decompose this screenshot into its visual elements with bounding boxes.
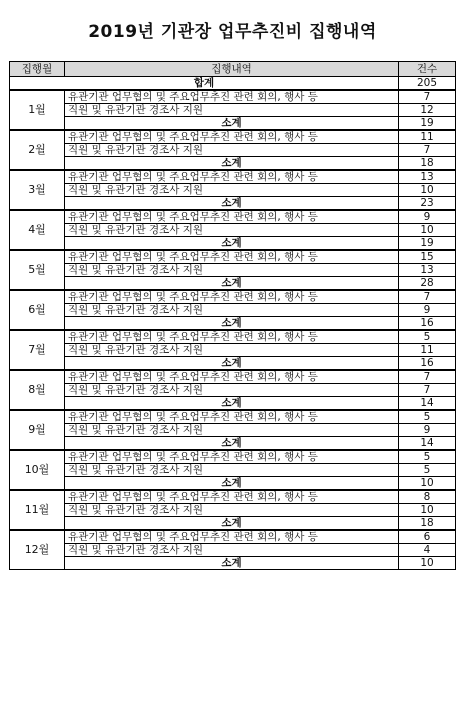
item-condolence-count: 4	[399, 544, 456, 557]
month-cell: 9월	[10, 410, 65, 450]
table-body	[10, 77, 456, 570]
subtotal-row	[10, 557, 456, 570]
table-row	[10, 104, 456, 117]
item-meeting-label: 유관기관 업무협의 및 주요업무추진 관련 회의, 행사 등	[65, 90, 399, 104]
item-condolence-count: 9	[399, 304, 456, 317]
subtotal-count: 28	[399, 277, 456, 291]
total-count: 205	[399, 77, 456, 91]
item-meeting-count: 6	[399, 530, 456, 544]
subtotal-label: 소계	[65, 317, 399, 331]
item-condolence-count: 10	[399, 504, 456, 517]
table-row	[10, 290, 456, 304]
item-condolence-count: 7	[399, 384, 456, 397]
item-meeting-count: 7	[399, 370, 456, 384]
month-cell: 8월	[10, 370, 65, 410]
total-label: 합계	[10, 77, 399, 91]
item-condolence-count: 12	[399, 104, 456, 117]
item-meeting-label: 유관기관 업무협의 및 주요업무추진 관련 회의, 행사 등	[65, 130, 399, 144]
subtotal-row	[10, 317, 456, 331]
table-row	[10, 330, 456, 344]
item-condolence-label: 직원 및 유관기관 경조사 지원	[65, 504, 399, 517]
item-condolence-count: 5	[399, 464, 456, 477]
table-row	[10, 544, 456, 557]
month-cell: 7월	[10, 330, 65, 370]
table-row	[10, 184, 456, 197]
table-row	[10, 210, 456, 224]
table-row	[10, 224, 456, 237]
subtotal-count: 19	[399, 237, 456, 251]
subtotal-row	[10, 237, 456, 251]
table-row	[10, 130, 456, 144]
item-condolence-label: 직원 및 유관기관 경조사 지원	[65, 224, 399, 237]
expense-table	[9, 61, 456, 570]
subtotal-count: 19	[399, 117, 456, 131]
subtotal-count: 18	[399, 157, 456, 171]
item-condolence-label: 직원 및 유관기관 경조사 지원	[65, 424, 399, 437]
table-row	[10, 424, 456, 437]
item-meeting-label: 유관기관 업무협의 및 주요업무추진 관련 회의, 행사 등	[65, 530, 399, 544]
subtotal-row	[10, 517, 456, 531]
subtotal-label: 소계	[65, 157, 399, 171]
table-row	[10, 490, 456, 504]
subtotal-label: 소계	[65, 477, 399, 491]
total-row	[10, 77, 456, 91]
item-meeting-label: 유관기관 업무협의 및 주요업무추진 관련 회의, 행사 등	[65, 370, 399, 384]
subtotal-count: 16	[399, 357, 456, 371]
item-meeting-label: 유관기관 업무협의 및 주요업무추진 관련 회의, 행사 등	[65, 330, 399, 344]
item-condolence-label: 직원 및 유관기관 경조사 지원	[65, 544, 399, 557]
subtotal-label: 소계	[65, 357, 399, 371]
subtotal-row	[10, 437, 456, 451]
item-condolence-count: 10	[399, 184, 456, 197]
item-meeting-count: 11	[399, 130, 456, 144]
month-cell: 4월	[10, 210, 65, 250]
item-meeting-label: 유관기관 업무협의 및 주요업무추진 관련 회의, 행사 등	[65, 410, 399, 424]
item-condolence-label: 직원 및 유관기관 경조사 지원	[65, 104, 399, 117]
subtotal-row	[10, 157, 456, 171]
table-row	[10, 250, 456, 264]
item-condolence-label: 직원 및 유관기관 경조사 지원	[65, 344, 399, 357]
item-meeting-label: 유관기관 업무협의 및 주요업무추진 관련 회의, 행사 등	[65, 490, 399, 504]
item-meeting-count: 15	[399, 250, 456, 264]
table-row	[10, 144, 456, 157]
header-description: 집행내역	[65, 62, 399, 77]
item-condolence-label: 직원 및 유관기관 경조사 지원	[65, 304, 399, 317]
month-cell: 11월	[10, 490, 65, 530]
table-header-row	[10, 62, 456, 77]
subtotal-row	[10, 197, 456, 211]
subtotal-label: 소계	[65, 237, 399, 251]
subtotal-label: 소계	[65, 557, 399, 570]
item-meeting-count: 7	[399, 290, 456, 304]
item-condolence-label: 직원 및 유관기관 경조사 지원	[65, 184, 399, 197]
subtotal-count: 14	[399, 397, 456, 411]
subtotal-count: 10	[399, 557, 456, 570]
month-cell: 12월	[10, 530, 65, 570]
month-cell: 1월	[10, 90, 65, 130]
item-condolence-label: 직원 및 유관기관 경조사 지원	[65, 384, 399, 397]
page-title: 2019년 기관장 업무추진비 집행내역	[88, 22, 377, 42]
month-cell: 3월	[10, 170, 65, 210]
month-cell: 6월	[10, 290, 65, 330]
table-row	[10, 170, 456, 184]
expense-table-container	[9, 61, 456, 570]
subtotal-label: 소계	[65, 197, 399, 211]
item-meeting-count: 7	[399, 90, 456, 104]
item-condolence-count: 9	[399, 424, 456, 437]
table-row	[10, 90, 456, 104]
table-row	[10, 304, 456, 317]
month-cell: 10월	[10, 450, 65, 490]
item-meeting-count: 9	[399, 210, 456, 224]
subtotal-count: 16	[399, 317, 456, 331]
subtotal-label: 소계	[65, 397, 399, 411]
subtotal-row	[10, 357, 456, 371]
table-row	[10, 264, 456, 277]
subtotal-count: 10	[399, 477, 456, 491]
subtotal-label: 소계	[65, 437, 399, 451]
item-meeting-count: 8	[399, 490, 456, 504]
table-row	[10, 464, 456, 477]
item-condolence-count: 10	[399, 224, 456, 237]
subtotal-row	[10, 397, 456, 411]
subtotal-row	[10, 477, 456, 491]
table-row	[10, 530, 456, 544]
item-meeting-count: 13	[399, 170, 456, 184]
item-meeting-label: 유관기관 업무협의 및 주요업무추진 관련 회의, 행사 등	[65, 290, 399, 304]
subtotal-label: 소계	[65, 277, 399, 291]
item-condolence-count: 13	[399, 264, 456, 277]
month-cell: 5월	[10, 250, 65, 290]
item-meeting-count: 5	[399, 330, 456, 344]
subtotal-count: 23	[399, 197, 456, 211]
item-meeting-label: 유관기관 업무협의 및 주요업무추진 관련 회의, 행사 등	[65, 450, 399, 464]
subtotal-row	[10, 277, 456, 291]
item-condolence-label: 직원 및 유관기관 경조사 지원	[65, 264, 399, 277]
item-meeting-count: 5	[399, 450, 456, 464]
table-row	[10, 384, 456, 397]
item-condolence-label: 직원 및 유관기관 경조사 지원	[65, 464, 399, 477]
subtotal-label: 소계	[65, 517, 399, 531]
item-condolence-count: 11	[399, 344, 456, 357]
table-row	[10, 450, 456, 464]
item-meeting-label: 유관기관 업무협의 및 주요업무추진 관련 회의, 행사 등	[65, 250, 399, 264]
subtotal-label: 소계	[65, 117, 399, 131]
subtotal-count: 18	[399, 517, 456, 531]
table-row	[10, 410, 456, 424]
header-month: 집행월	[10, 62, 65, 77]
item-meeting-count: 5	[399, 410, 456, 424]
table-row	[10, 504, 456, 517]
month-cell: 2월	[10, 130, 65, 170]
item-meeting-label: 유관기관 업무협의 및 주요업무추진 관련 회의, 행사 등	[65, 210, 399, 224]
item-meeting-label: 유관기관 업무협의 및 주요업무추진 관련 회의, 행사 등	[65, 170, 399, 184]
subtotal-row	[10, 117, 456, 131]
item-condolence-label: 직원 및 유관기관 경조사 지원	[65, 144, 399, 157]
subtotal-count: 14	[399, 437, 456, 451]
table-row	[10, 370, 456, 384]
header-count: 건수	[399, 62, 456, 77]
table-row	[10, 344, 456, 357]
item-condolence-count: 7	[399, 144, 456, 157]
